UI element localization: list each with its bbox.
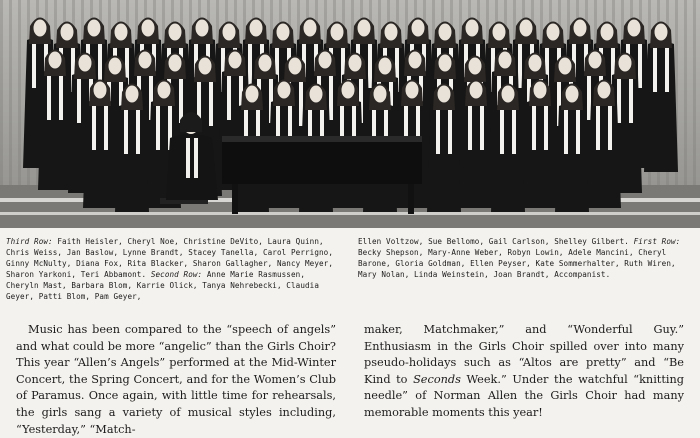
article-emphasis: Seconds	[413, 372, 461, 386]
caption-row-label: Second Row:	[150, 270, 203, 279]
caption-names: Anne Marie Rasmussen, Cheryln Mast, Barbara Blom, Karrie Olick, Tanya Nehrebecki, Claudia Geyer, Patti Blom, Pam Geyer,	[6, 270, 320, 301]
article-paragraph-continued	[364, 322, 684, 422]
caption-row-label: First Row:	[633, 237, 681, 246]
caption-names: Faith Heisler, Cheryl Noe, Christine DeVito, Laura Quinn, Chris Weiss, Jan Baslow, Lynne Brandt, Stacey Tanella, Carol Perrigno, Ginny McNulty, Diana Fox, Rita Blacker, Sharon Gallagher, Nancy Meyer, Sharon Yarkoni, Teri Abbamont.	[6, 237, 334, 279]
article-column-left	[16, 322, 336, 438]
article-paragraph: Music has been compared to the “speech of angels” and what could be more “angelic” than the Girls Choir? This year “Allen’s Angels” performed at the Mid-Winter Concert, the Spring Concert, and for the Women’s Club of Paramus. Once again, with little time for rehearsals, the girls sang a variety of musical styles including, “Yesterday,” “Match-	[16, 323, 336, 436]
caption-names: Ellen Voltzow, Sue Bellomo, Gail Carlson, Shelley Gilbert.	[358, 237, 634, 246]
choir-member	[644, 22, 678, 173]
caption-names: Becky Shepson, Mary-Anne Weber, Robyn Lowin, Adele Mancini, Cheryl Barone, Gloria Goldman, Ellen Peyser, Kate Sommerhalter, Ruth Wiren, Mary Nolan, Linda Weinstein, Joan Brandt, Accompanist.	[358, 248, 676, 279]
caption-row-label: Third Row:	[6, 237, 53, 246]
article-column-right	[364, 322, 684, 438]
caption-column-right	[358, 236, 694, 302]
article-text: Week.” Under the watchful “knitting needle” of Norman Allen the Girls Choir had many memorable moments this year!	[364, 372, 685, 419]
article-text: maker, Matchmaker,” and “Wonderful Guy.” Enthusiasm in the Girls Choir spilled over into many pseudo-holidays such as “Altos are pretty” and “Be Kind to	[364, 323, 684, 386]
photo-caption	[6, 236, 694, 302]
article-body	[16, 322, 684, 438]
caption-column-left	[6, 236, 342, 302]
